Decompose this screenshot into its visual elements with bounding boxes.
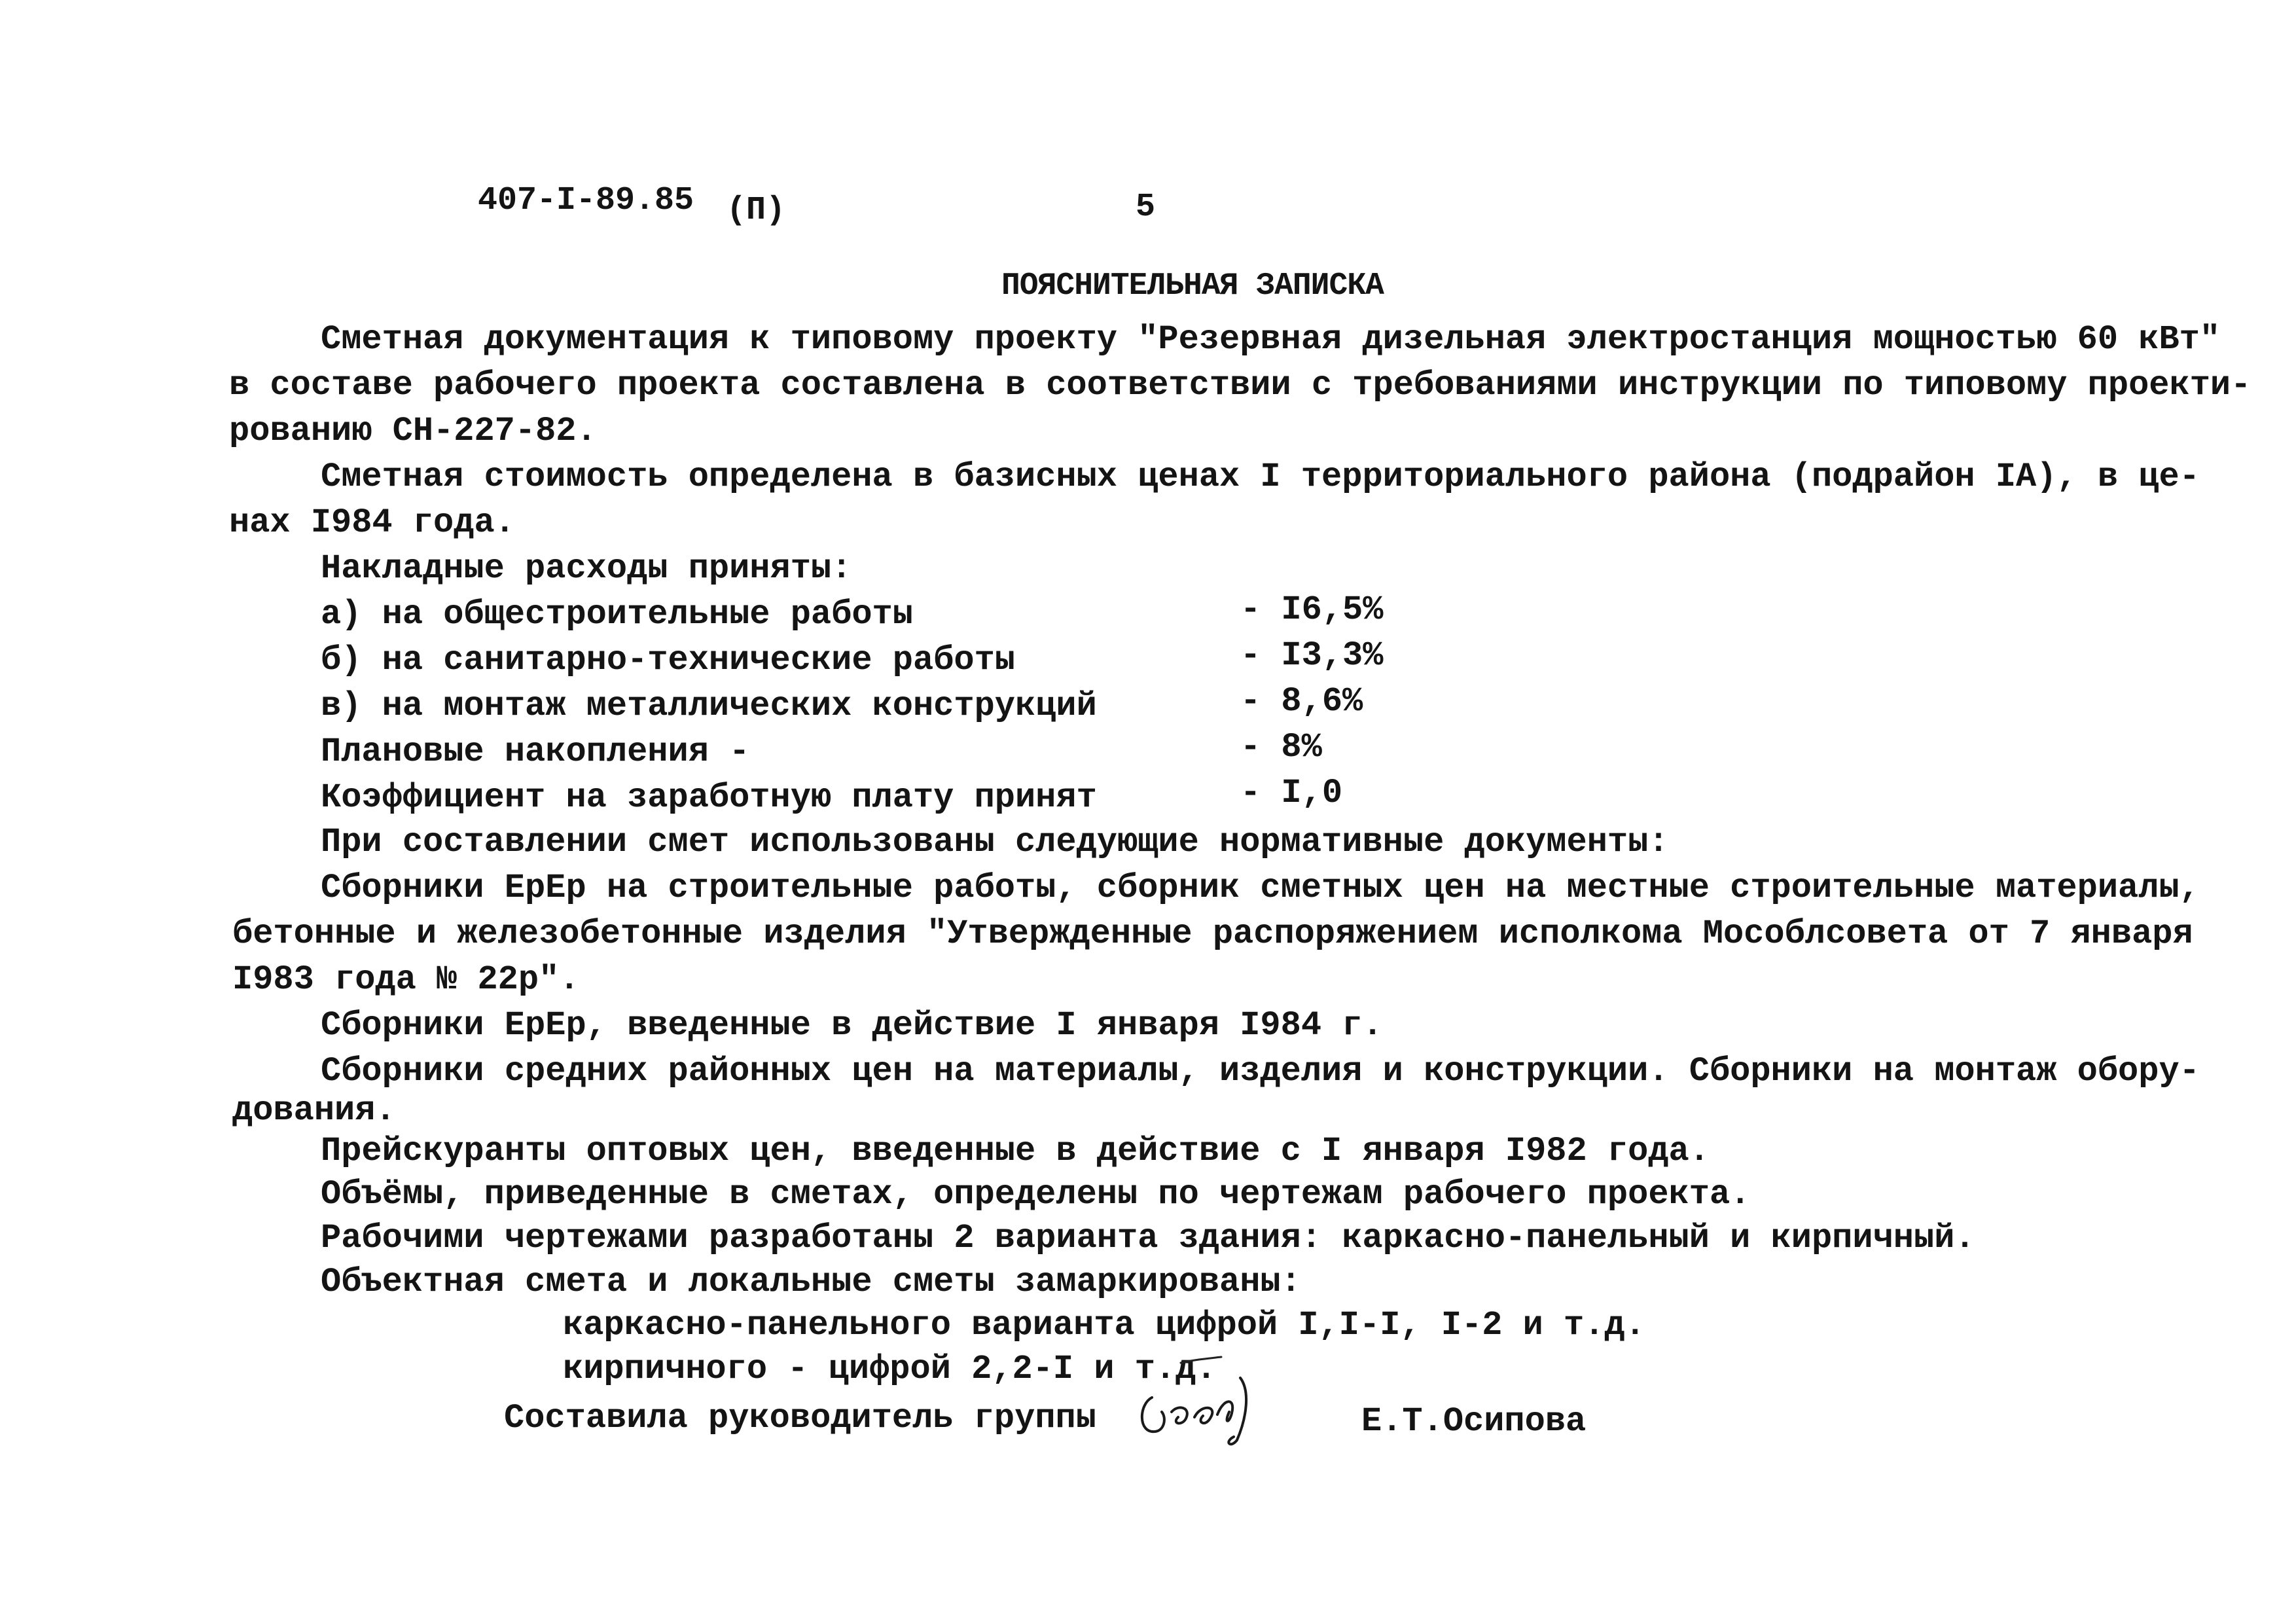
cost-line-1: Сметная стоимость определена в базисных ценах I территориального района (подрайон IА), в це- <box>321 458 2200 496</box>
overhead-label-b: б) на санитарно-технические работы <box>321 641 1015 679</box>
page-title: ПОЯСНИТЕЛЬНАЯ ЗАПИСКА <box>1001 268 1384 304</box>
normative-p9: кирпичного - цифрой 2,2-I и т.д. <box>563 1350 1217 1388</box>
intro-line-1: Сметная документация к типовому проекту "Резервная дизельная электростанция мощностью 60 кВт" <box>321 320 2221 359</box>
intro-line-3: рованию СН-227-82. <box>229 412 597 450</box>
normative-p8: каркасно-панельного варианта цифрой I,I-I, I-2 и т.д. <box>563 1306 1645 1344</box>
planned-savings-value: - 8% <box>1240 728 1322 767</box>
overhead-label-a: а) на общестроительные работы <box>321 595 913 634</box>
normative-p6: Рабочими чертежами разработаны 2 варианта здания: каркасно-панельный и кирпичный. <box>321 1219 1975 1257</box>
overhead-value-a: - I6,5% <box>1240 590 1384 629</box>
overhead-value-b: - I3,3% <box>1240 636 1384 675</box>
wage-coefficient-value: - I,0 <box>1240 774 1343 812</box>
signature-name: Е.Т.Осипова <box>1361 1402 1587 1441</box>
planned-savings-label: Плановые накопления - <box>321 732 750 771</box>
signature-role: Составила руководитель группы <box>504 1399 1096 1437</box>
overheads-heading: Накладные расходы приняты: <box>321 549 852 588</box>
document-number: 407-I-89.85 <box>478 182 694 219</box>
normative-p5: Объёмы, приведенные в сметах, определены по чертежам рабочего проекта. <box>321 1175 1751 1214</box>
normative-p4: Прейскуранты оптовых цен, введенные в действие с I января I982 года. <box>321 1132 1710 1170</box>
overhead-label-c: в) на монтаж металлических конструкций <box>321 687 1097 725</box>
normative-p3-line-2: дования. <box>232 1091 396 1130</box>
section-mark: (П) <box>726 192 786 229</box>
overhead-value-c: - 8,6% <box>1240 682 1363 721</box>
normative-p2: Сборники ЕрЕр, введенные в действие I января I984 г. <box>321 1006 1383 1045</box>
normative-heading: При составлении смет использованы следующие нормативные документы: <box>321 823 1669 861</box>
page-number: 5 <box>1136 189 1156 226</box>
normative-p3-line-1: Сборники средних районных цен на материалы, изделия и конструкции. Сборники на монтаж обору- <box>321 1052 2200 1091</box>
normative-p1-line-3: I983 года № 22р". <box>232 960 580 999</box>
wage-coefficient-label: Коэффициент на заработную плату принят <box>321 778 1097 817</box>
cost-line-2: нах I984 года. <box>229 503 515 542</box>
handwritten-signature <box>1126 1371 1296 1450</box>
normative-p7: Объектная смета и локальные сметы замаркированы: <box>321 1263 1301 1301</box>
pen-stroke-mark <box>1178 1355 1224 1365</box>
normative-p1-line-2: бетонные и железобетонные изделия "Утвержденные распоряжением исполкома Мособлсовета от 7 января <box>232 914 2193 953</box>
intro-line-2: в составе рабочего проекта составлена в соответствии с требованиями инструкции по типовому проекти- <box>229 366 2251 405</box>
normative-p1-line-1: Сборники ЕрЕр на строительные работы, сборник сметных цен на местные строительные материалы, <box>321 869 2200 907</box>
